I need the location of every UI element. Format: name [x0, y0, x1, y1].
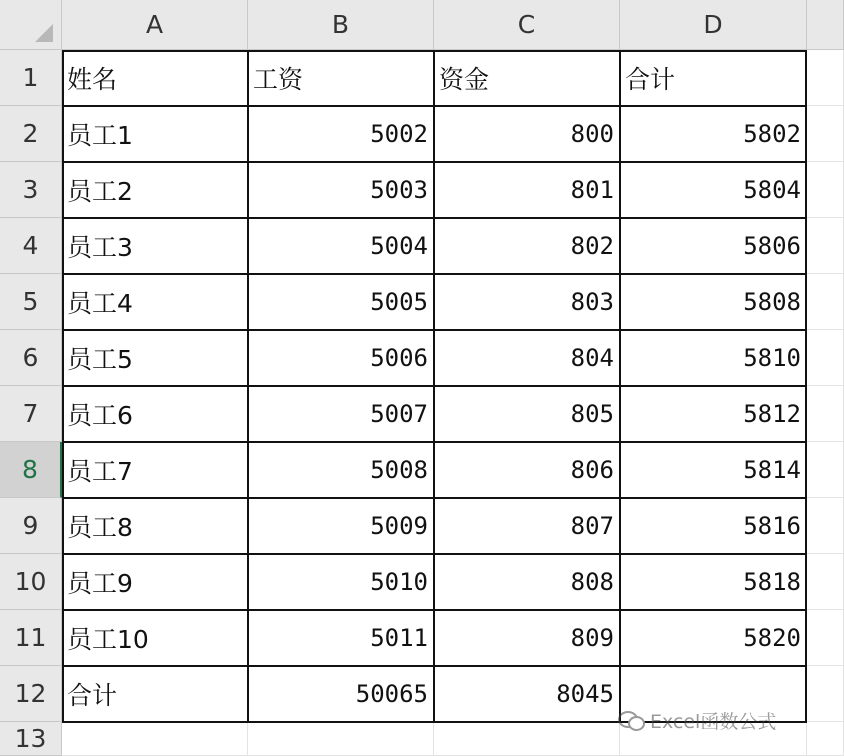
- cell-b3[interactable]: 5003: [248, 162, 434, 218]
- cell-e11[interactable]: [807, 610, 844, 666]
- cell-b5[interactable]: 5005: [248, 274, 434, 330]
- cell-d6[interactable]: 5810: [620, 330, 807, 386]
- table-row-divider: [62, 273, 807, 275]
- cell-e8[interactable]: [807, 442, 844, 498]
- cell-d2[interactable]: 5802: [620, 106, 807, 162]
- cell-d3[interactable]: 5804: [620, 162, 807, 218]
- cell-c9[interactable]: 807: [434, 498, 620, 554]
- cell-b10[interactable]: 5010: [248, 554, 434, 610]
- cell-a6[interactable]: 员工5: [62, 330, 248, 386]
- row-header-6[interactable]: 6: [0, 330, 62, 386]
- cell-e9[interactable]: [807, 498, 844, 554]
- cell-d8[interactable]: 5814: [620, 442, 807, 498]
- cell-c11[interactable]: 809: [434, 610, 620, 666]
- row-header-3[interactable]: 3: [0, 162, 62, 218]
- row-header-9[interactable]: 9: [0, 498, 62, 554]
- cell-c5[interactable]: 803: [434, 274, 620, 330]
- row-header-12[interactable]: 12: [0, 666, 62, 722]
- cell-c3[interactable]: 801: [434, 162, 620, 218]
- cell-e5[interactable]: [807, 274, 844, 330]
- cell-a2[interactable]: 员工1: [62, 106, 248, 162]
- header-cell-b[interactable]: 工资: [248, 50, 434, 106]
- cell-a4[interactable]: 员工3: [62, 218, 248, 274]
- table-row-divider: [62, 161, 807, 163]
- column-header-c[interactable]: C: [434, 0, 620, 50]
- table-row-divider: [62, 329, 807, 331]
- row-header-2[interactable]: 2: [0, 106, 62, 162]
- table-row-divider: [62, 665, 807, 667]
- row-header-11[interactable]: 11: [0, 610, 62, 666]
- table-row-divider: [62, 497, 807, 499]
- cell-a5[interactable]: 员工4: [62, 274, 248, 330]
- wechat-icon: [618, 709, 644, 731]
- total-cell-b[interactable]: 50065: [248, 666, 434, 722]
- header-cell-d[interactable]: 合计: [620, 50, 807, 106]
- cell-b2[interactable]: 5002: [248, 106, 434, 162]
- column-header-d[interactable]: D: [620, 0, 807, 50]
- column-header-e[interactable]: [807, 0, 844, 50]
- cell-c2[interactable]: 800: [434, 106, 620, 162]
- cell-a8[interactable]: 员工7: [62, 442, 248, 498]
- cell-b9[interactable]: 5009: [248, 498, 434, 554]
- column-header-a[interactable]: A: [62, 0, 248, 50]
- cell-d7[interactable]: 5812: [620, 386, 807, 442]
- cell-a10[interactable]: 员工9: [62, 554, 248, 610]
- row-header-10[interactable]: 10: [0, 554, 62, 610]
- cell-e1[interactable]: [807, 50, 844, 106]
- row-header-5[interactable]: 5: [0, 274, 62, 330]
- cell-e3[interactable]: [807, 162, 844, 218]
- row-header-13[interactable]: 13: [0, 722, 62, 756]
- cell-a3[interactable]: 员工2: [62, 162, 248, 218]
- cell-b4[interactable]: 5004: [248, 218, 434, 274]
- cell-d4[interactable]: 5806: [620, 218, 807, 274]
- cell-b13[interactable]: [248, 722, 434, 756]
- table-row-divider: [62, 385, 807, 387]
- cell-d5[interactable]: 5808: [620, 274, 807, 330]
- row-header-4[interactable]: 4: [0, 218, 62, 274]
- cell-e10[interactable]: [807, 554, 844, 610]
- header-cell-c[interactable]: 资金: [434, 50, 620, 106]
- column-header-b[interactable]: B: [248, 0, 434, 50]
- cell-c7[interactable]: 805: [434, 386, 620, 442]
- cell-e7[interactable]: [807, 386, 844, 442]
- cell-b11[interactable]: 5011: [248, 610, 434, 666]
- cell-c13[interactable]: [434, 722, 620, 756]
- cell-d11[interactable]: 5820: [620, 610, 807, 666]
- total-cell-a[interactable]: 合计: [62, 666, 248, 722]
- select-all-corner[interactable]: [0, 0, 62, 50]
- watermark-text: Excel函数公式: [650, 710, 777, 733]
- header-cell-a[interactable]: 姓名: [62, 50, 248, 106]
- cell-a13[interactable]: [62, 722, 248, 756]
- table-row-divider: [62, 609, 807, 611]
- cell-c6[interactable]: 804: [434, 330, 620, 386]
- cell-b8[interactable]: 5008: [248, 442, 434, 498]
- cell-c8[interactable]: 806: [434, 442, 620, 498]
- select-all-triangle-icon: [35, 24, 53, 42]
- total-cell-c[interactable]: 8045: [434, 666, 620, 722]
- watermark: [618, 700, 838, 740]
- cell-a7[interactable]: 员工6: [62, 386, 248, 442]
- cell-e4[interactable]: [807, 218, 844, 274]
- cell-a11[interactable]: 员工10: [62, 610, 248, 666]
- row-header-7[interactable]: 7: [0, 386, 62, 442]
- table-row-divider: [62, 553, 807, 555]
- cell-d10[interactable]: 5818: [620, 554, 807, 610]
- cell-e2[interactable]: [807, 106, 844, 162]
- cell-b7[interactable]: 5007: [248, 386, 434, 442]
- cell-e6[interactable]: [807, 330, 844, 386]
- cell-c10[interactable]: 808: [434, 554, 620, 610]
- cell-c4[interactable]: 802: [434, 218, 620, 274]
- row-header-8[interactable]: 8: [0, 442, 62, 498]
- cell-d9[interactable]: 5816: [620, 498, 807, 554]
- table-row-divider: [62, 441, 807, 443]
- cell-b6[interactable]: 5006: [248, 330, 434, 386]
- cell-a9[interactable]: 员工8: [62, 498, 248, 554]
- table-row-divider: [62, 105, 807, 107]
- table-row-divider: [62, 217, 807, 219]
- row-header-1[interactable]: 1: [0, 50, 62, 106]
